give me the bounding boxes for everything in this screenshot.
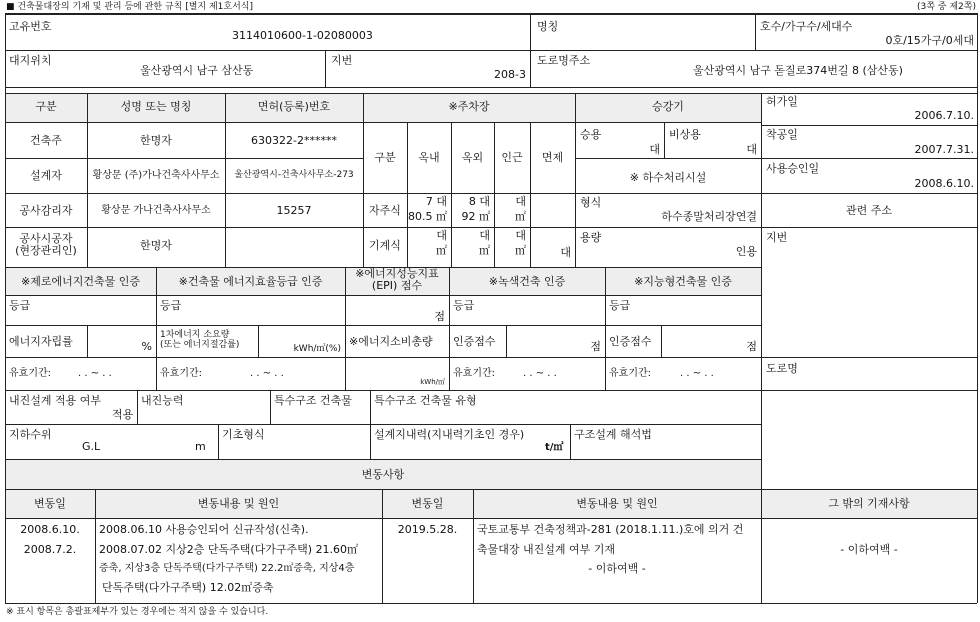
etc-blank-note: - 이하여백 - [840, 543, 898, 556]
change-line-6: 축물대장 내진설계 여부 기재 [477, 543, 616, 556]
change-line-2: 2008.07.02 지상2층 단독주택(다가구주택) 21.60㎡ [99, 543, 359, 556]
primary-energy-unit: kWh/㎡(%) [293, 344, 341, 354]
sewage-type-value: 하수종말처리장연결 [661, 210, 757, 223]
epi-score-header: ※에너지성능지표(EPI) 점수 [355, 267, 439, 292]
parking-title: ※주차장 [448, 100, 490, 113]
parking-self-label: 자주식 [369, 204, 401, 217]
parking-mech-outdoor-count: 대 [479, 229, 490, 242]
lot-number-label: 지번 [331, 54, 353, 67]
form-regulation-title: ■ 건축물대장의 기재 및 관리 등에 관한 규칙 [별지 제1호서식] [6, 2, 253, 12]
elevator-passenger-unit: 대 [649, 143, 660, 156]
designer-role: 설계자 [30, 169, 62, 182]
change-line-5: 국토교통부 건축정책과-281 (2018.1.11.)호에 의거 건 [477, 523, 744, 536]
constructor-role: 공사시공자 (현장관리인) [15, 232, 77, 257]
special-structure-label: 특수구조 건축물 [274, 394, 352, 407]
foundation-type-label: 기초형식 [222, 428, 265, 441]
parking-self-indoor-area: 80.5 ㎡ [408, 210, 447, 223]
sewage-title: ※ 하수처리시설 [629, 171, 707, 184]
changes-header-date-1: 변동일 [34, 497, 66, 510]
elevator-title: 승강기 [652, 100, 684, 113]
parking-self-outdoor-count: 8 대 [468, 195, 490, 208]
intelligent-valid-dates: . . ~ . . [680, 368, 714, 379]
persons-header-role: 구분 [35, 100, 57, 113]
green-cert-score-label: 인증점수 [453, 335, 496, 348]
parking-exempt: 면제 [541, 151, 564, 164]
energy-consumption-unit: kWh/㎡ [420, 378, 445, 386]
units-value: 0호/15가구/0세대 [885, 34, 974, 47]
parking-indoor: 옥내 [418, 151, 440, 164]
parking-mech-outdoor-area: ㎡ [479, 244, 490, 257]
intelligent-cert-score-label: 인증점수 [609, 335, 652, 348]
green-building-cert: ※녹색건축 인증 [488, 275, 566, 288]
green-valid-label: 유효기간: [453, 368, 496, 379]
changes-header-content-1: 변동내용 및 원인 [197, 497, 280, 510]
change-date-1: 2008.6.10. [20, 523, 80, 536]
intelligent-grade-label: 등급 [609, 299, 631, 312]
changes-title: 변동사항 [361, 468, 405, 481]
energy-consumption-label: ※에너지소비총량 [349, 335, 433, 348]
change-line-4: 단독주택(다가구주택) 12.02㎡증축 [102, 581, 274, 594]
zero-energy-cert: ※제로에너지건축물 인증 [21, 275, 140, 288]
groundwater-unit: m [195, 440, 206, 453]
road-address-value: 울산광역시 남구 돋질로374번길 8 (삼산동) [693, 64, 903, 77]
elevator-emergency-unit: 대 [746, 143, 757, 156]
energy-efficiency-cert: ※건축물 에너지효율등급 인증 [178, 275, 323, 288]
persons-header-name: 성명 또는 명칭 [120, 100, 192, 113]
sewage-type-label: 형식 [580, 196, 602, 209]
start-date-value: 2007.7.31. [914, 143, 974, 156]
change-line-1: 2008.06.10 사용승인되어 신규작성(신축). [99, 523, 309, 536]
site-location-label: 대지위치 [9, 54, 52, 67]
unique-number-value: 3114010600-1-02080003 [232, 29, 373, 42]
changes-header-etc: 그 밖의 기재사항 [828, 497, 910, 510]
sewage-capacity-label: 용량 [580, 231, 602, 244]
zero-energy-grade-label: 등급 [9, 299, 31, 312]
footer-note: ※ 표시 항목은 총괄표제부가 있는 경우에는 적지 않을 수 있습니다. [6, 607, 269, 617]
efficiency-grade-label: 등급 [160, 299, 182, 312]
changes-header-date-2: 변동일 [411, 497, 444, 510]
efficiency-valid-dates: . . ~ . . [250, 368, 284, 379]
building-name-label: 명칭 [537, 20, 559, 33]
parking-gubun: 구분 [374, 151, 396, 164]
change-blank-note: - 이하여백 - [588, 562, 646, 575]
parking-mech-nearby-count: 대 [515, 229, 526, 242]
supervisor-role: 공사감리자 [19, 204, 73, 217]
parking-self-nearby-area: ㎡ [515, 210, 526, 223]
primary-energy-label: 1차에너지 소요량 (또는 에너지절감률) [160, 330, 240, 350]
intelligent-valid-label: 유효기간: [609, 368, 652, 379]
zero-energy-valid-dates: . . ~ . . [78, 368, 112, 379]
parking-mech-indoor-area: ㎡ [436, 244, 447, 257]
parking-self-outdoor-area: 92 ㎡ [461, 210, 490, 223]
zero-energy-valid-label: 유효기간: [9, 368, 52, 379]
change-date-3: 2019.5.28. [397, 523, 458, 536]
structural-analysis-label: 구조설계 해석법 [574, 428, 652, 441]
design-bearing-label: 설계지내력(지내력기초인 경우) [374, 428, 525, 441]
seismic-design-value: 적용 [112, 408, 134, 421]
epi-score-unit: 점 [434, 310, 445, 323]
approval-date-label: 사용승인일 [766, 162, 820, 175]
parking-mech-nearby-area: ㎡ [515, 244, 526, 257]
groundwater-gl: G.L [82, 440, 101, 453]
supervisor-license: 15257 [276, 204, 312, 217]
elevator-passenger-label: 승용 [580, 128, 602, 141]
intelligent-building-cert: ※지능형건축물 인증 [634, 275, 732, 288]
lot-number-value: 208-3 [494, 68, 526, 81]
units-label: 호수/가구수/세대수 [760, 20, 853, 33]
unique-number-label: 고유번호 [9, 20, 52, 33]
self-sufficiency-unit: % [141, 340, 152, 353]
start-date-label: 착공일 [766, 128, 798, 141]
site-location-value: 울산광역시 남구 삼산동 [140, 64, 254, 77]
owner-role: 건축주 [30, 134, 62, 147]
green-grade-label: 등급 [453, 299, 475, 312]
permit-date-label: 허가일 [766, 95, 798, 108]
seismic-capacity-label: 내진능력 [141, 394, 184, 407]
special-structure-type-label: 특수구조 건축물 유형 [374, 394, 477, 407]
approval-date-value: 2008.6.10. [914, 177, 974, 190]
changes-header-content-2: 변동내용 및 원인 [576, 497, 658, 510]
intelligent-cert-score-unit: 점 [746, 340, 757, 353]
sewage-capacity-value: 인용 [735, 245, 757, 258]
page-indicator: (3쪽 중 제2쪽) [917, 2, 976, 12]
parking-outdoor: 옥외 [461, 151, 484, 164]
self-sufficiency-label: 에너지자립률 [9, 335, 73, 348]
seismic-design-label: 내진설계 적용 여부 [9, 394, 102, 407]
design-bearing-unit: t/㎡ [545, 442, 564, 453]
permit-date-value: 2006.7.10. [914, 109, 974, 122]
designer-name: 황상문 (주)가나건축사사무소 [92, 170, 220, 181]
related-lot-label: 지번 [766, 231, 788, 244]
elevator-emergency-label: 비상용 [669, 128, 701, 141]
designer-license: 울산광역시-건축사사무소-273 [234, 170, 354, 180]
supervisor-name: 황상문 가나건축사사무소 [101, 205, 211, 216]
parking-self-nearby-count: 대 [515, 195, 526, 208]
efficiency-valid-label: 유효기간: [160, 368, 203, 379]
green-valid-dates: . . ~ . . [523, 368, 557, 379]
parking-exempt-unit: 대 [560, 246, 571, 259]
road-address-label: 도로명주소 [537, 54, 591, 67]
related-address-title: 관련 주소 [845, 204, 892, 217]
persons-header-license: 면허(등록)번호 [257, 100, 331, 113]
owner-name: 한명자 [140, 134, 172, 147]
owner-license: 630322-2****** [251, 134, 337, 147]
groundwater-label: 지하수위 [9, 428, 52, 441]
parking-mech-indoor-count: 대 [436, 229, 447, 242]
related-road-label: 도로명 [766, 362, 798, 375]
change-line-3: 증축, 지상3층 단독주택(다가구주택) 22.2㎡증축, 지상4층 [99, 563, 355, 574]
change-date-2: 2008.7.2. [23, 543, 77, 556]
parking-mech-label: 기계식 [369, 239, 401, 252]
parking-nearby: 인근 [501, 151, 523, 164]
constructor-name: 한명자 [140, 239, 172, 252]
parking-self-indoor-count: 7 대 [425, 195, 447, 208]
green-cert-score-unit: 점 [590, 340, 601, 353]
